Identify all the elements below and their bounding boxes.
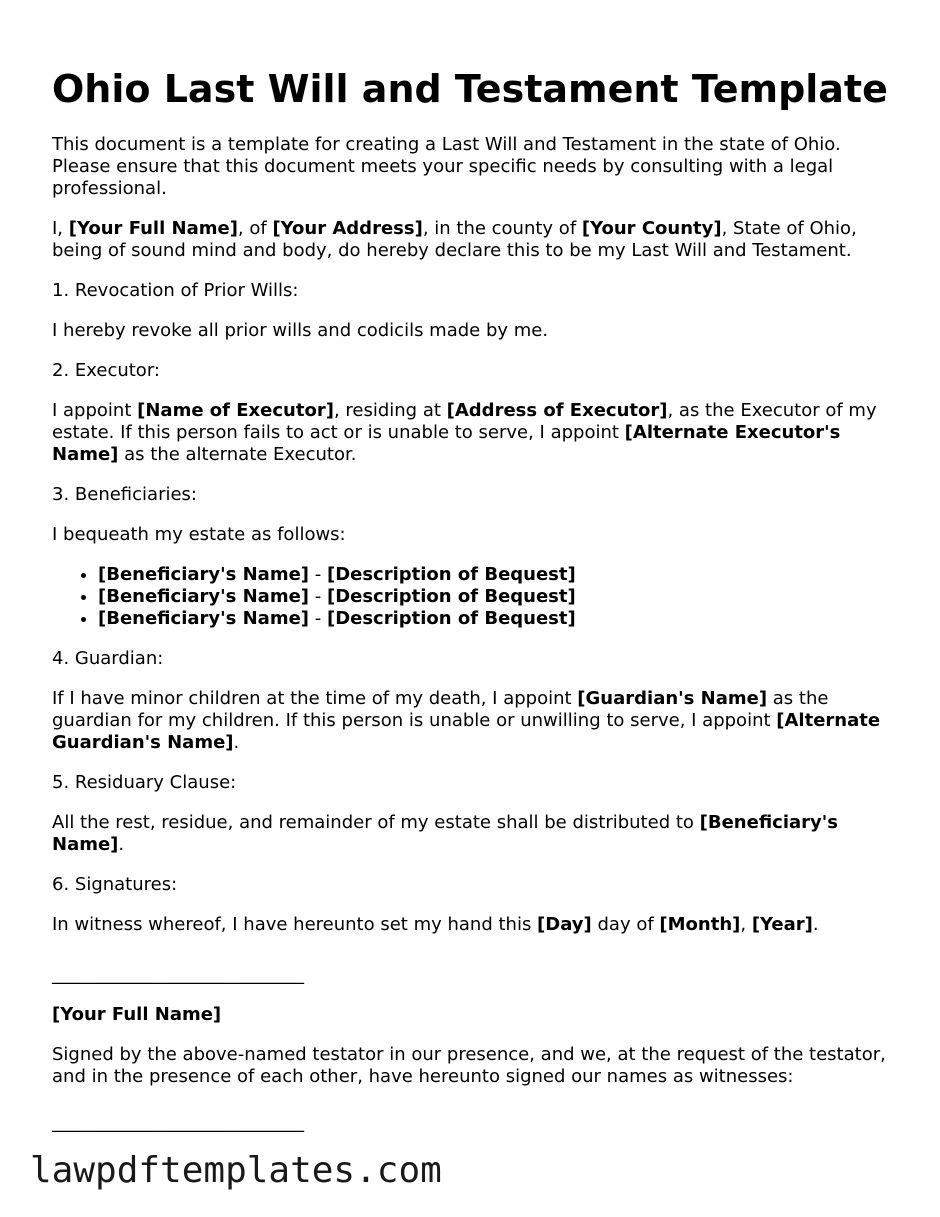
guardian-paragraph: If I have minor children at the time of my death, I appoint [Guardian's Name] as the guardian for my children. If this person is unable or unwilling to serve, I appoint [Alternate Guardian's Name]. <box>52 688 881 753</box>
list-item: • [Beneficiary's Name] - [Description of Bequest] <box>98 608 892 630</box>
full-name-placeholder: [Your Full Name] <box>68 218 238 239</box>
beneficiaries-intro: I bequeath my estate as follows: <box>52 524 346 545</box>
revocation-paragraph: I hereby revoke all prior wills and codicils made by me. <box>52 320 549 341</box>
residuary-beneficiary-placeholder: [Beneficiary's Name] <box>52 812 838 855</box>
county-placeholder: [Your County] <box>581 218 722 239</box>
alternate-guardian-placeholder: [Alternate Guardian's Name] <box>52 710 881 753</box>
section-heading-revocation: 1. Revocation of Prior Wills: <box>52 280 299 301</box>
page-title: Ohio Last Will and Testament Template <box>52 67 888 111</box>
day-placeholder: [Day] <box>537 914 592 935</box>
testator-signature-line: ____________________________ <box>52 964 304 985</box>
attestation-paragraph: Signed by the above-named testator in our presence, and we, at the request of the testator, and in the presence of each other, have hereunto signed our names as witnesses: <box>52 1044 886 1087</box>
year-placeholder: [Year] <box>751 914 813 935</box>
testator-name: [Your Full Name] <box>52 1004 222 1025</box>
beneficiary-list <box>52 564 892 630</box>
address-placeholder: [Your Address] <box>272 218 423 239</box>
executor-address-placeholder: [Address of Executor] <box>446 400 668 421</box>
executor-name-placeholder: [Name of Executor] <box>137 400 334 421</box>
alternate-executor-placeholder: [Alternate Executor's Name] <box>52 422 841 465</box>
watermark-text: lawpdftemplates.com <box>30 1150 442 1191</box>
guardian-name-placeholder: [Guardian's Name] <box>577 688 768 709</box>
list-item: • [Beneficiary's Name] - [Description of Bequest] <box>98 564 892 586</box>
document-page <box>52 64 892 1152</box>
residuary-paragraph: All the rest, residue, and remainder of my estate shall be distributed to [Beneficiary's Name]. <box>52 812 838 855</box>
executor-paragraph: I appoint [Name of Executor], residing at [Address of Executor], as the Executor of my estate. If this person fails to act or is unable to serve, I appoint [Alternate Executor's Name] as the alternate Executor. <box>52 400 877 465</box>
section-heading-beneficiaries: 3. Beneficiaries: <box>52 484 197 505</box>
section-heading-guardian: 4. Guardian: <box>52 648 164 669</box>
witness-signature-line: ____________________________ <box>52 1112 304 1133</box>
section-heading-residuary: 5. Residuary Clause: <box>52 772 237 793</box>
intro-paragraph: This document is a template for creating a Last Will and Testament in the state of Ohio. Please ensure that this document meets your specific needs by consulting with a legal professional. <box>52 134 841 199</box>
declaration-paragraph: I, [Your Full Name], of [Your Address], in the county of [Your County], State of Ohio, being of sound mind and body, do hereby declare this to be my Last Will and Testament. <box>52 218 857 261</box>
list-item: • [Beneficiary's Name] - [Description of Bequest] <box>98 586 892 608</box>
section-heading-executor: 2. Executor: <box>52 360 160 381</box>
month-placeholder: [Month] <box>659 914 741 935</box>
witness-clause: In witness whereof, I have hereunto set my hand this [Day] day of [Month], [Year]. <box>52 914 819 935</box>
section-heading-signatures: 6. Signatures: <box>52 874 178 895</box>
